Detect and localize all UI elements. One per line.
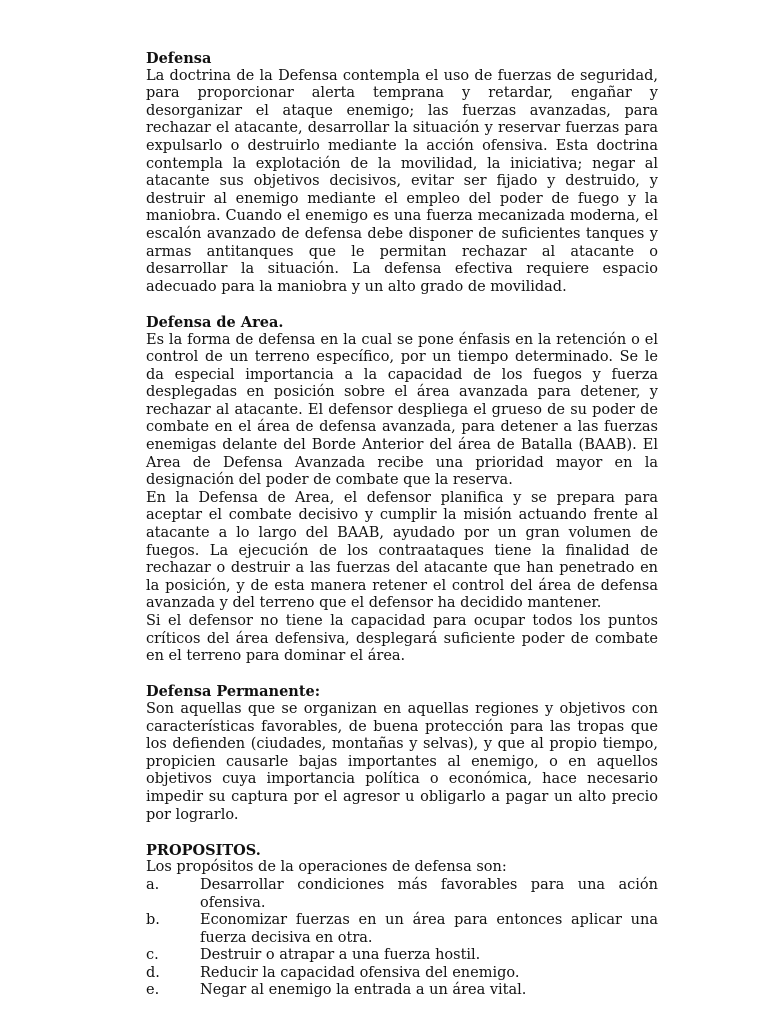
list-item: [146, 982, 658, 1000]
paragraph-defensa-area-3: Si el defensor no tiene la capacidad para ocupar todos los puntos críticos del área defensiva, desplegará suficiente poder de combate en el terreno para dominar el área.: [146, 613, 658, 665]
document-page: [146, 50, 658, 1000]
propositos-list: [146, 877, 658, 1000]
list-item: [146, 912, 658, 947]
list-item: [146, 965, 658, 983]
section-spacer: [146, 824, 658, 842]
list-marker: b.: [146, 912, 160, 929]
paragraph-defensa: La doctrina de la Defensa contempla el uso de fuerzas de seguridad, para proporcionar alerta temprana y retardar, engañar y desorganizar el ataque enemigo; las fuerzas avanzadas, para rechazar el atacante, desarrollar la situación y reservar fuerzas para expulsarlo o destruirlo mediante la acción ofensiva. Esta doctrina contempla la explotación de la movilidad, la iniciativa; negar al atacante sus objetivos decisivos, evitar ser fijado y destruido, y destruir al enemigo mediante el empleo del poder de fuego y la maniobra. Cuando el enemigo es una fuerza mecanizada moderna, el escalón avanzado de defensa debe disponer de suficientes tanques y armas antitanques que le permitan rechazar al atacante o desarrollar la situación. La defensa efectiva requiere espacio adecuado para la maniobra y un alto grado de movilidad.: [146, 67, 658, 295]
section-heading-defensa-permanente: Defensa Permanente:: [146, 683, 321, 701]
paragraph-propositos-intro: Los propósitos de la operaciones de defensa son:: [146, 859, 507, 876]
list-item-text: Economizar fuerzas en un área para entonces aplicar una fuerza decisiva en otra.: [200, 912, 658, 946]
paragraph-defensa-area-1: Es la forma de defensa en la cual se pone énfasis en la retención o el control de un terreno específico, por un tiempo determinado. Se le da especial importancia a la capacidad de los fuegos y fuerza desplegadas en posición sobre el área avanzada para detener, y rechazar al atacante. El defensor despliega el grueso de su poder de combate en el área de defensa avanzada, para detener a las fuerzas enemigas delante del Borde Anterior del área de Batalla (BAAB). El Area de Defensa Avanzada recibe una prioridad mayor en la designación del poder de combate que la reserva.: [146, 331, 658, 489]
paragraph-defensa-permanente: Son aquellas que se organizan en aquellas regiones y objetivos con características favorables, de buena protección para las tropas que los defienden (ciudades, montañas y selvas), y que al propio tiempo, propicien causarle bajas importantes al enemigo, o en aquellos objetivos cuya importancia política o económica, hace necesario impedir su captura por el agresor u obligarlo a pagar un alto precio por lograrlo.: [146, 700, 658, 823]
section-heading-propositos: PROPOSITOS.: [146, 841, 261, 859]
section-heading-defensa-area: Defensa de Area.: [146, 313, 284, 331]
section-spacer: [146, 296, 658, 314]
list-marker: e.: [146, 982, 160, 999]
list-item-text: Negar al enemigo la entrada a un área vital.: [200, 982, 527, 999]
list-item: [146, 877, 658, 912]
list-item-text: Destruir o atrapar a una fuerza hostil.: [200, 947, 481, 964]
list-item-text: Desarrollar condiciones más favorables para una ación ofensiva.: [200, 876, 658, 911]
section-heading-defensa: Defensa: [146, 50, 212, 67]
list-item-text: Reducir la capacidad ofensiva del enemigo.: [200, 964, 520, 981]
list-marker: c.: [146, 947, 159, 964]
section-spacer: [146, 666, 658, 684]
list-item: [146, 947, 658, 965]
list-marker: d.: [146, 964, 160, 981]
list-marker: a.: [146, 876, 160, 893]
paragraph-defensa-area-2: En la Defensa de Area, el defensor planifica y se prepara para aceptar el combate decisivo y cumplir la misión actuando frente al atacante a lo largo del BAAB, ayudado por un gran volumen de fuegos. La ejecución de los contraataques tiene la finalidad de rechazar o destruir a las fuerzas del atacante que han penetrado en la posición, y de esta manera retener el control del área de defensa avanzada y del terreno que el defensor ha decidido mantener.: [146, 489, 658, 612]
